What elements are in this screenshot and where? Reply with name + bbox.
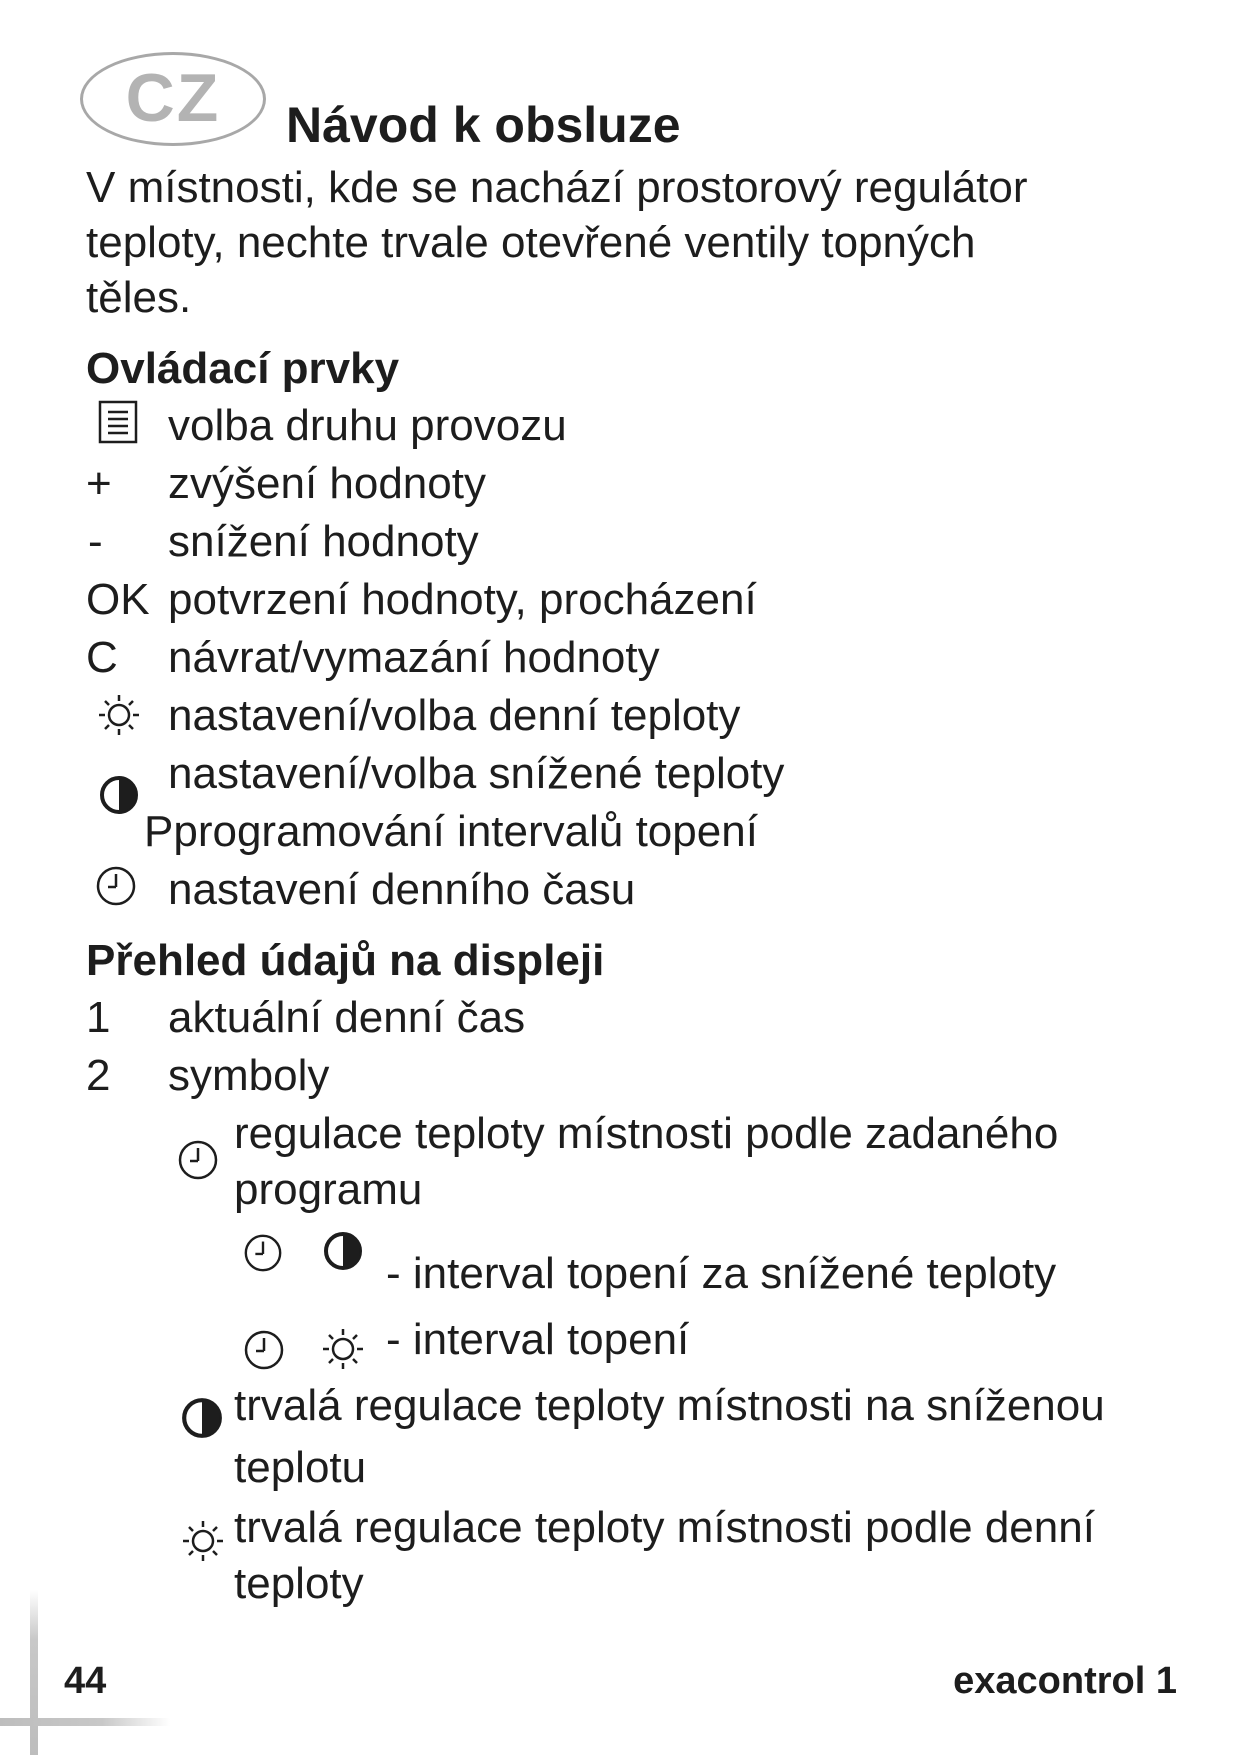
control-ok-key: OK [86, 575, 150, 624]
permanent-reduced-half-moon-icon [180, 1396, 224, 1440]
control-c-label: návrat/vymazání hodnoty [168, 633, 660, 682]
intro-line-3: těles. [86, 273, 192, 322]
display-heading: Přehled údajů na displeji [86, 936, 605, 985]
symbol-program-line-1: regulace teploty místnosti podle zadaného [234, 1109, 1059, 1158]
heating-sun-icon [320, 1326, 366, 1372]
control-time-label: nastavení denního času [168, 865, 636, 914]
symbol-permanent-day-line-1: trvalá regulace teploty místnosti podle denní [234, 1503, 1095, 1552]
clock-icon [94, 864, 138, 908]
symbol-heating-interval-label: - interval topení [386, 1315, 690, 1364]
half-moon-icon [98, 774, 140, 816]
control-plus-label: zvýšení hodnoty [168, 459, 486, 508]
language-badge: CZ [80, 52, 266, 146]
menu-list-icon [98, 400, 140, 446]
control-c-key: C [86, 633, 118, 682]
display-item-1-key: 1 [86, 993, 111, 1042]
product-name: exacontrol 1 [953, 1660, 1177, 1702]
symbol-permanent-reduced-line-2: teplotu [234, 1443, 367, 1492]
symbol-permanent-reduced-line-1: trvalá regulace teploty místnosti na sníženou [234, 1381, 1105, 1430]
display-item-2-key: 2 [86, 1051, 111, 1100]
sun-icon [96, 692, 142, 738]
intro-line-2: teploty, nechte trvale otevřené ventily topných [86, 218, 976, 267]
control-mode-label: volba druhu provozu [168, 401, 567, 450]
control-ok-label: potvrzení hodnoty, procházení [168, 575, 757, 624]
control-reduced-temp-label: nastavení/volba snížené teploty [168, 749, 785, 798]
heating-clock-icon [242, 1328, 286, 1372]
symbol-permanent-day-line-2: teploty [234, 1559, 364, 1608]
control-minus-key: - [88, 517, 103, 566]
interval-clock-icon [242, 1232, 284, 1274]
display-item-2-label: symboly [168, 1051, 330, 1100]
control-plus-key: + [86, 459, 112, 508]
page-number: 44 [64, 1660, 107, 1702]
crop-mark-vertical [30, 1590, 38, 1755]
interval-half-moon-icon [322, 1230, 364, 1272]
permanent-day-sun-icon [180, 1518, 226, 1564]
control-day-temp-label: nastavení/volba denní teploty [168, 691, 741, 740]
program-clock-icon [176, 1138, 220, 1182]
display-item-1-label: aktuální denní čas [168, 993, 526, 1042]
controls-heading: Ovládací prvky [86, 344, 400, 393]
control-minus-label: snížení hodnoty [168, 517, 479, 566]
intro-line-1: V místnosti, kde se nachází prostorový regulátor [86, 163, 1028, 212]
page-title: Návod k obsluze [286, 97, 681, 153]
control-programming-label: Pprogramování intervalů topení [144, 807, 758, 856]
crop-mark-horizontal [0, 1718, 170, 1726]
symbol-program-line-2: programu [234, 1165, 423, 1214]
symbol-reduced-interval-label: - interval topení za snížené teploty [386, 1249, 1057, 1298]
